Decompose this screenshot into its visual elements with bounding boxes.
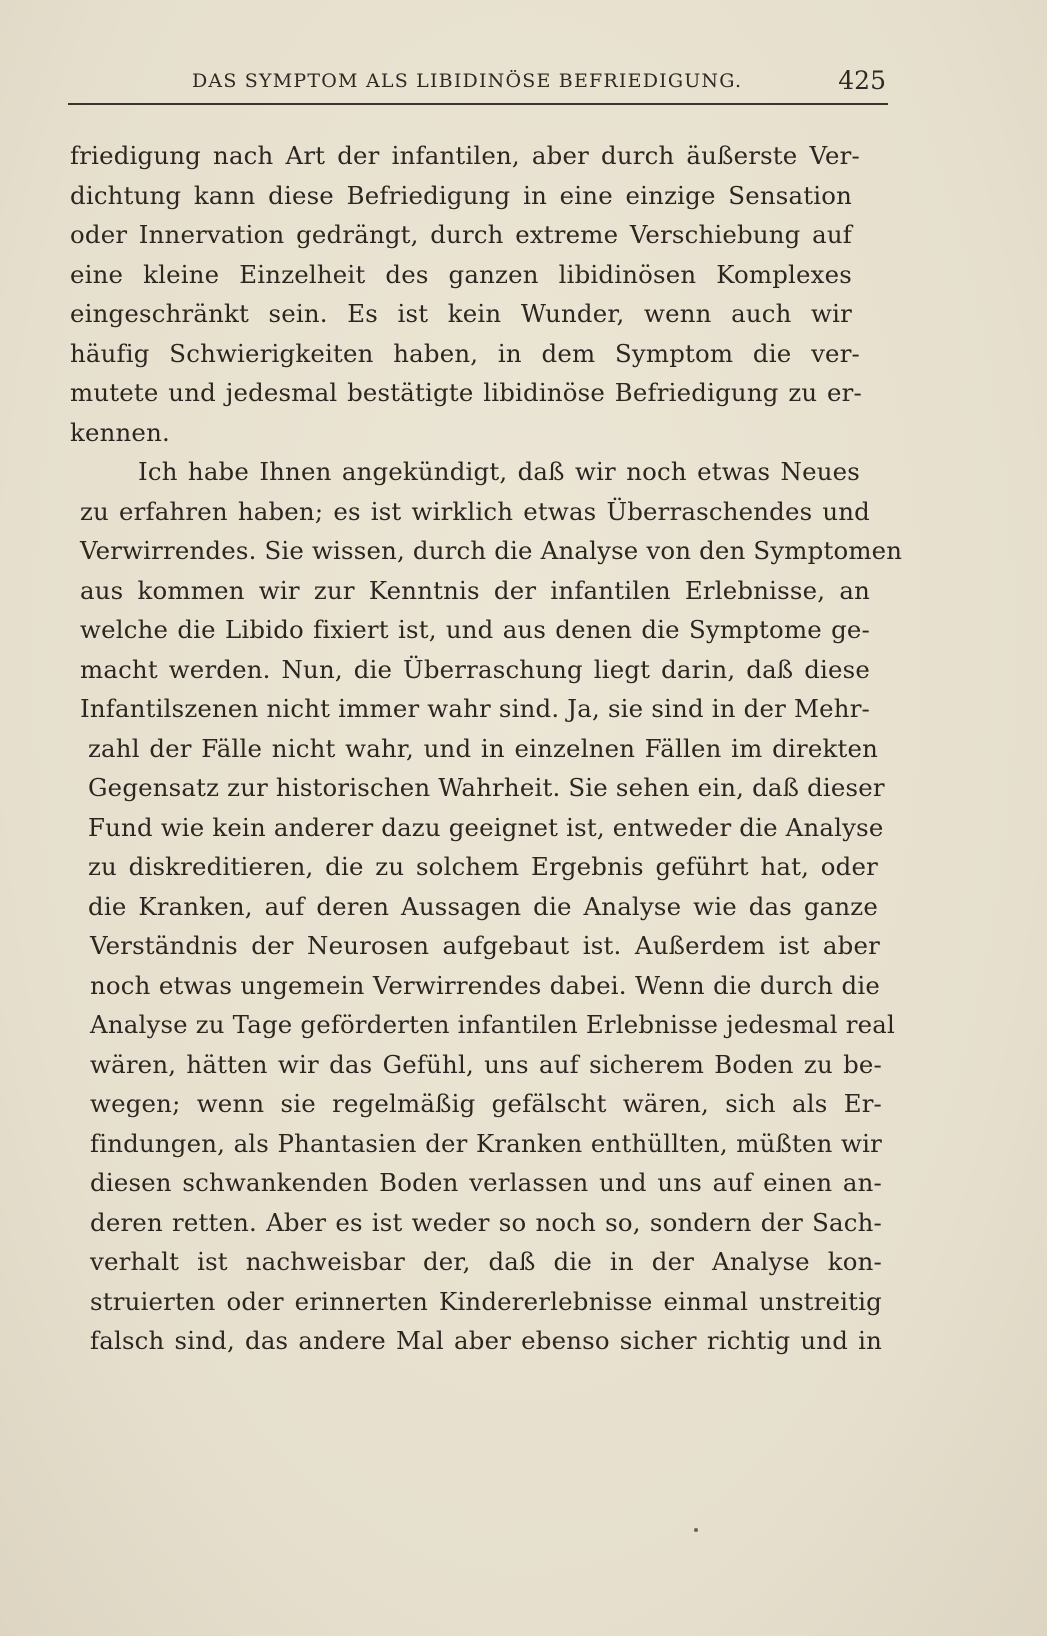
text-line: Gegensatz zur historischen Wahrheit. Sie sehen ein, daß dieser	[88, 773, 885, 802]
text-line: kennen.	[70, 417, 170, 447]
text-line: deren retten. Aber es ist weder so noch so, sondern der Sach-	[90, 1207, 882, 1237]
paper-speck	[694, 1528, 698, 1532]
text-line: die Kranken, auf deren Aussagen die Analyse wie das ganze	[88, 891, 878, 921]
text-line: diesen schwankenden Boden verlassen und uns auf einen an-	[90, 1168, 882, 1197]
text-line: oder Innervation gedrängt, durch extreme Verschiebung auf	[70, 220, 852, 249]
text-line: Analyse zu Tage geförderten infantilen Erlebnisse jedesmal real	[90, 1010, 895, 1039]
text-line: Verständnis der Neurosen aufgebaut ist. Außerdem ist aber	[90, 931, 880, 960]
text-line: zahl der Fälle nicht wahr, und in einzelnen Fällen im direkten	[88, 733, 878, 763]
page-number: 425	[838, 66, 886, 95]
text-line: struierten oder erinnerten Kindererlebnisse einmal unstreitig	[90, 1286, 882, 1316]
text-line: Fund wie kein anderer dazu geeignet ist, entweder die Analyse	[88, 812, 884, 842]
text-line: Infantilszenen nicht immer wahr sind. Ja, sie sind in der Mehr-	[80, 694, 870, 723]
running-title: DAS SYMPTOM ALS LIBIDINÖSE BEFRIEDIGUNG.	[192, 70, 743, 92]
text-line: friedigung nach Art der infantilen, aber durch äußerste Ver-	[70, 141, 860, 170]
paragraph-first-line: Ich habe Ihnen angekündigt, daß wir noch etwas Neues	[138, 457, 860, 486]
text-line: Verwirrendes. Sie wissen, durch die Analyse von den Symptomen	[80, 536, 903, 565]
text-line: falsch sind, das andere Mal aber ebenso sicher richtig und in	[90, 1326, 882, 1355]
text-line: aus kommen wir zur Kenntnis der infantilen Erlebnisse, an	[80, 575, 870, 605]
header-rule	[68, 103, 888, 105]
text-line: noch etwas ungemein Verwirrendes dabei. Wenn die durch die	[90, 970, 880, 1000]
text-line: findungen, als Phantasien der Kranken enthüllten, müßten wir	[90, 1128, 882, 1158]
text-line: zu diskreditieren, die zu solchem Ergebnis geführt hat, oder	[88, 852, 878, 881]
text-line: eingeschränkt sein. Es ist kein Wunder, wenn auch wir	[70, 299, 852, 328]
text-line: häufig Schwierigkeiten haben, in dem Symptom die ver-	[70, 338, 860, 368]
body-text	[70, 136, 910, 1361]
text-line: eine kleine Einzelheit des ganzen libidinösen Komplexes	[70, 259, 852, 289]
text-line: welche die Libido fixiert ist, und aus denen die Symptome ge-	[80, 615, 870, 644]
text-line: wären, hätten wir das Gefühl, uns auf sicherem Boden zu be-	[90, 1049, 882, 1079]
text-line: mutete und jedesmal bestätigte libidinöse Befriedigung zu er-	[70, 378, 862, 407]
text-line: macht werden. Nun, die Überraschung liegt darin, daß diese	[80, 654, 870, 684]
text-line: zu erfahren haben; es ist wirklich etwas Überraschendes und	[80, 496, 870, 526]
text-line: verhalt ist nachweisbar der, daß die in der Analyse kon-	[90, 1247, 882, 1276]
text-line: dichtung kann diese Befriedigung in eine einzige Sensation	[70, 180, 852, 210]
text-line: wegen; wenn sie regelmäßig gefälscht wären, sich als Er-	[90, 1089, 882, 1118]
page-header	[68, 66, 888, 104]
